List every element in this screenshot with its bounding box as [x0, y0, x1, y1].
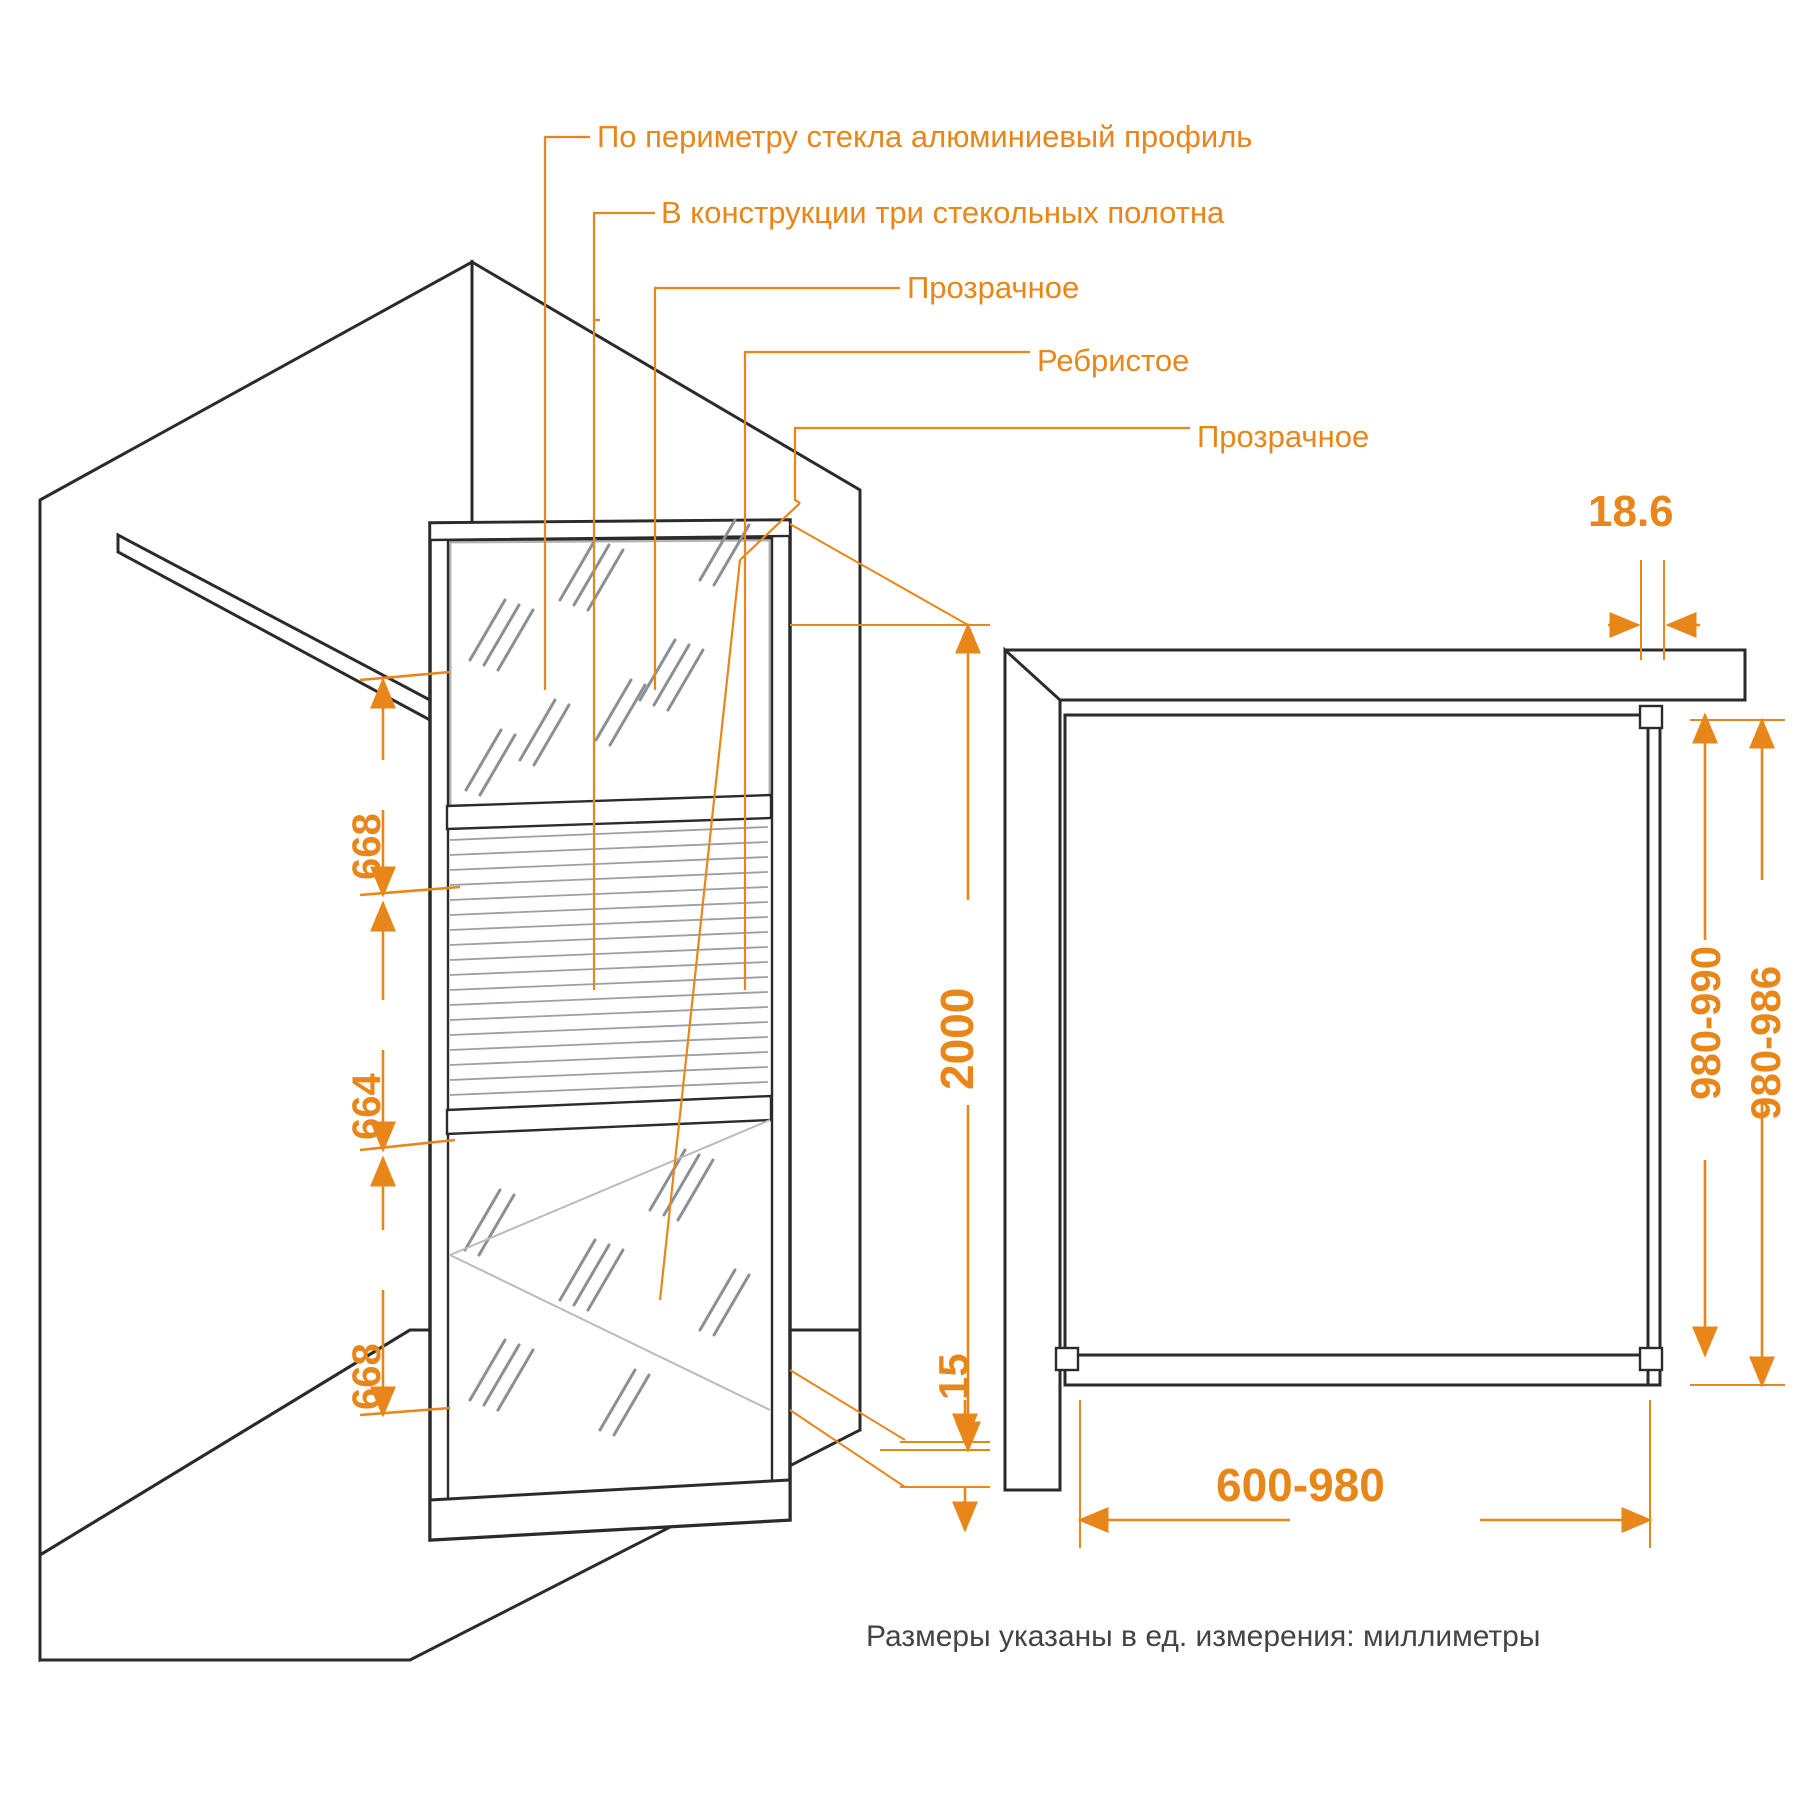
dim-bracket-range-2: 980-986 — [1742, 965, 1789, 1120]
callout-pane-bottom: Прозрачное — [1197, 419, 1370, 454]
dim-bracket-range: 980-990 — [1682, 945, 1729, 1100]
perspective-view — [40, 262, 860, 1660]
dim-foot-gap: 15 — [930, 1353, 977, 1400]
dim-bottom-section: 668 — [345, 1343, 389, 1410]
callout-three-panes: В конструкции три стекольных полотна — [661, 195, 1225, 230]
dim-total-height: 2000 — [931, 987, 983, 1090]
units-note: Размеры указаны в ед. измерения: миллиметры — [866, 1620, 1541, 1653]
dim-middle-section: 664 — [345, 1073, 389, 1140]
dim-profile-thickness: 18.6 — [1588, 487, 1674, 536]
callout-pane-top: Прозрачное — [907, 270, 1080, 305]
plan-view — [1005, 650, 1745, 1490]
dim-width-range: 600-980 — [1216, 1459, 1385, 1511]
dim-top-section: 668 — [345, 813, 389, 880]
callout-pane-middle: Ребристое — [1037, 343, 1190, 378]
callout-perimeter-profile: По периметру стекла алюминиевый профиль — [597, 119, 1253, 154]
